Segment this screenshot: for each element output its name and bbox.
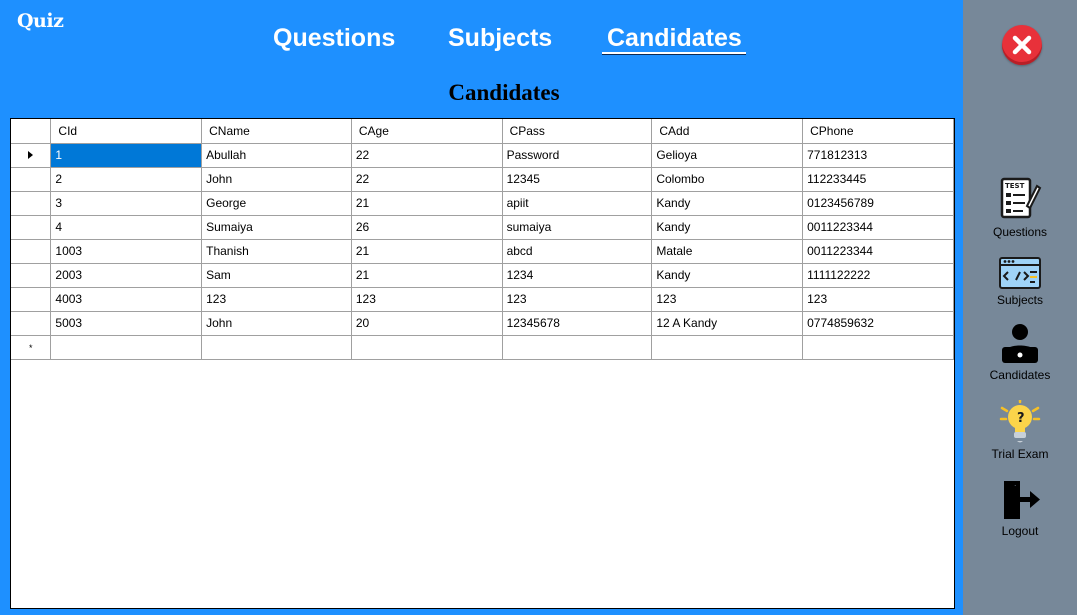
cell-cphone[interactable]: 0011223344 [803,239,954,263]
new-row[interactable] [11,335,954,359]
sidebar-label-questions: Questions [992,225,1048,239]
candidates-grid[interactable] [10,118,955,609]
current-row-arrow-icon [28,151,33,159]
table-row[interactable] [11,191,954,215]
cell-cname[interactable]: Abullah [202,143,352,167]
table-row[interactable] [11,167,954,191]
cell-cpass[interactable]: Password [502,143,652,167]
cell-cpass[interactable]: 1234 [502,263,652,287]
cell-cadd[interactable]: Kandy [652,215,803,239]
cell-cphone[interactable]: 0123456789 [803,191,954,215]
row-header[interactable] [11,287,51,311]
test-sheet-icon [998,176,1042,222]
cell-cname[interactable]: John [202,311,352,335]
sidebar-label-trial-exam: Trial Exam [991,447,1049,461]
cell-cadd[interactable]: 12 A Kandy [652,311,803,335]
table-row[interactable] [11,263,954,287]
cell-cid[interactable]: 2003 [51,263,202,287]
sidebar-item-trial-exam[interactable] [963,400,1077,461]
cell-cname[interactable]: John [202,167,352,191]
column-header-cadd[interactable]: CAdd [652,119,803,143]
nav-questions[interactable]: Questions [273,24,396,52]
row-header[interactable] [11,263,51,287]
new-cell-cpass[interactable] [502,335,652,359]
nav-subjects[interactable]: Subjects [448,24,553,52]
row-header[interactable] [11,167,51,191]
cell-cage[interactable]: 20 [351,311,502,335]
cell-cadd[interactable]: 123 [652,287,803,311]
cell-cid[interactable]: 4003 [51,287,202,311]
sidebar-item-candidates[interactable] [963,323,1077,382]
cell-cadd[interactable]: Gelioya [652,143,803,167]
sidebar-label-candidates: Candidates [989,368,1051,382]
cell-cpass[interactable]: sumaiya [502,215,652,239]
sidebar-label-logout: Logout [1001,524,1039,538]
candidates-table [11,119,954,360]
svg-text:?: ? [1017,411,1025,426]
app-logo: Quiz [17,10,64,32]
cell-cage[interactable]: 22 [351,143,502,167]
column-header-cage[interactable]: CAge [351,119,502,143]
cell-cage[interactable]: 21 [351,239,502,263]
user-laptop-icon [1000,323,1040,365]
lightbulb-icon [998,400,1042,444]
nav-candidates[interactable]: Candidates [607,24,742,52]
cell-cage[interactable]: 21 [351,263,502,287]
cell-cname[interactable]: George [202,191,352,215]
cell-cname[interactable]: 123 [202,287,352,311]
row-header[interactable] [11,143,51,167]
cell-cphone[interactable]: 0774859632 [803,311,954,335]
cell-cid[interactable]: 4 [51,215,202,239]
cell-cphone[interactable]: 123 [803,287,954,311]
cell-cphone[interactable]: 112233445 [803,167,954,191]
cell-cpass[interactable]: 12345 [502,167,652,191]
new-cell-cname[interactable] [202,335,352,359]
cell-cage[interactable]: 26 [351,215,502,239]
cell-cpass[interactable]: apiit [502,191,652,215]
cell-cage[interactable]: 123 [351,287,502,311]
logout-door-icon [998,479,1042,521]
new-cell-cadd[interactable] [652,335,803,359]
column-header-cphone[interactable]: CPhone [803,119,954,143]
new-row-marker-icon: * [28,343,33,353]
cell-cid[interactable]: 1003 [51,239,202,263]
sidebar-item-questions[interactable] [963,176,1077,239]
cell-cadd[interactable]: Kandy [652,263,803,287]
close-button[interactable] [1002,25,1042,65]
table-row[interactable] [11,311,954,335]
new-cell-cage[interactable] [351,335,502,359]
sidebar-item-logout[interactable] [963,479,1077,538]
cell-cid[interactable]: 1 [51,143,202,167]
code-window-icon [998,256,1042,290]
cell-cid[interactable]: 2 [51,167,202,191]
cell-cid[interactable]: 5003 [51,311,202,335]
column-header-cpass[interactable]: CPass [502,119,652,143]
page-title: Candidates [448,80,560,105]
cell-cphone[interactable]: 771812313 [803,143,954,167]
cell-cpass[interactable]: 12345678 [502,311,652,335]
cell-cname[interactable]: Sam [202,263,352,287]
close-icon [1002,25,1042,65]
new-row-header[interactable] [11,335,51,359]
cell-cage[interactable]: 22 [351,167,502,191]
cell-cphone[interactable]: 1111122222 [803,263,954,287]
table-row[interactable] [11,239,954,263]
cell-cadd[interactable]: Kandy [652,191,803,215]
column-header-cid[interactable]: CId [51,119,202,143]
cell-cname[interactable]: Sumaiya [202,215,352,239]
new-cell-cphone[interactable] [803,335,954,359]
cell-cpass[interactable]: abcd [502,239,652,263]
new-cell-cid[interactable] [51,335,202,359]
row-header-corner[interactable] [11,119,51,143]
cell-cname[interactable]: Thanish [202,239,352,263]
table-row[interactable] [11,143,954,167]
column-header-cname[interactable]: CName [202,119,352,143]
row-header[interactable] [11,215,51,239]
cell-cphone[interactable]: 0011223344 [803,215,954,239]
sidebar-label-subjects: Subjects [996,293,1044,307]
cell-cid[interactable]: 3 [51,191,202,215]
sidebar-item-subjects[interactable] [963,256,1077,307]
svg-text:TEST: TEST [1005,182,1025,190]
cell-cage[interactable]: 21 [351,191,502,215]
table-row[interactable] [11,215,954,239]
cell-cpass[interactable]: 123 [502,287,652,311]
table-row[interactable] [11,287,954,311]
nav-active-underline [602,52,746,55]
row-header[interactable] [11,191,51,215]
row-header[interactable] [11,239,51,263]
cell-cadd[interactable]: Colombo [652,167,803,191]
cell-cadd[interactable]: Matale [652,239,803,263]
header-row [11,119,954,143]
row-header[interactable] [11,311,51,335]
